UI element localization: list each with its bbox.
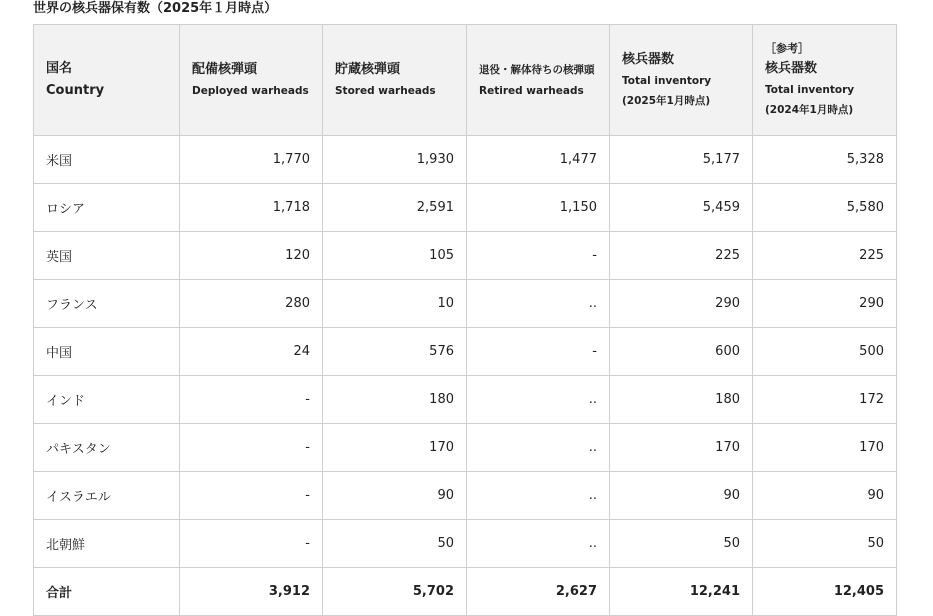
cell-country: パキスタン <box>34 424 180 472</box>
cell-deployed: - <box>180 472 323 520</box>
header-country <box>34 25 180 136</box>
cell-stored: 105 <box>323 232 467 280</box>
header-stored-ja: 貯蔵核弾頭 <box>335 62 401 77</box>
cell-total-2024: 290 <box>753 280 897 328</box>
header-total-2024-date: (2024年1月時点) <box>765 104 854 116</box>
cell-deployed: 1,770 <box>180 136 323 184</box>
cell-stored: 170 <box>323 424 467 472</box>
table-row <box>34 472 897 520</box>
nuclear-inventory-table <box>33 24 897 616</box>
cell-total-2025: 290 <box>610 280 753 328</box>
cell-deployed: 1,718 <box>180 184 323 232</box>
cell-deployed: - <box>180 520 323 568</box>
header-retired-en: Retired warheads <box>479 85 584 97</box>
cell-total-2025: 90 <box>610 472 753 520</box>
cell-deployed: - <box>180 424 323 472</box>
cell-stored: 90 <box>323 472 467 520</box>
table-row <box>34 520 897 568</box>
cell-country: フランス <box>34 280 180 328</box>
cell-stored: 1,930 <box>323 136 467 184</box>
cell-retired: .. <box>467 520 610 568</box>
cell-retired: - <box>467 328 610 376</box>
table-row <box>34 424 897 472</box>
header-retired <box>467 25 610 136</box>
cell-total-2024: 170 <box>753 424 897 472</box>
cell-deployed: 24 <box>180 328 323 376</box>
cell-total-total-2024: 12,405 <box>753 568 897 616</box>
cell-retired: .. <box>467 424 610 472</box>
header-total-2024-note: ［参考］ <box>765 42 809 55</box>
header-row <box>34 25 897 136</box>
header-total-2024-en: Total inventory <box>765 84 855 96</box>
cell-total-2024: 5,328 <box>753 136 897 184</box>
cell-total-2025: 50 <box>610 520 753 568</box>
header-stored-en: Stored warheads <box>335 85 436 97</box>
cell-deployed: - <box>180 376 323 424</box>
header-country-en: Country <box>46 83 105 98</box>
cell-total-retired: 2,627 <box>467 568 610 616</box>
cell-retired: .. <box>467 472 610 520</box>
cell-country: 英国 <box>34 232 180 280</box>
table-row <box>34 184 897 232</box>
header-total-2025 <box>610 25 753 136</box>
cell-stored: 10 <box>323 280 467 328</box>
cell-stored: 180 <box>323 376 467 424</box>
header-total-2025-ja: 核兵器数 <box>622 52 675 67</box>
cell-retired: 1,150 <box>467 184 610 232</box>
table-caption: 世界の核兵器保有数（2025年１月時点） <box>33 1 278 16</box>
cell-retired: .. <box>467 376 610 424</box>
header-deployed-en: Deployed warheads <box>192 85 309 97</box>
cell-total-deployed: 3,912 <box>180 568 323 616</box>
cell-country: ロシア <box>34 184 180 232</box>
cell-total-2025: 170 <box>610 424 753 472</box>
header-deployed-ja: 配備核弾頭 <box>192 62 258 77</box>
header-total-2025-en: Total inventory <box>622 75 712 87</box>
header-total-2024-ja: 核兵器数 <box>765 61 818 76</box>
cell-total-label: 合計 <box>34 568 180 616</box>
cell-country: 中国 <box>34 328 180 376</box>
cell-total-2025: 225 <box>610 232 753 280</box>
cell-retired: .. <box>467 280 610 328</box>
cell-total-2025: 5,177 <box>610 136 753 184</box>
cell-total-stored: 5,702 <box>323 568 467 616</box>
cell-stored: 50 <box>323 520 467 568</box>
table-row <box>34 376 897 424</box>
cell-country: 米国 <box>34 136 180 184</box>
cell-total-2025: 180 <box>610 376 753 424</box>
cell-total-2024: 500 <box>753 328 897 376</box>
total-row <box>34 568 897 616</box>
header-total-2024 <box>753 25 897 136</box>
cell-total-2024: 5,580 <box>753 184 897 232</box>
cell-stored: 576 <box>323 328 467 376</box>
cell-total-2025: 600 <box>610 328 753 376</box>
header-country-ja: 国名 <box>46 61 73 76</box>
cell-deployed: 120 <box>180 232 323 280</box>
table-row <box>34 328 897 376</box>
cell-total-2024: 90 <box>753 472 897 520</box>
table-row <box>34 136 897 184</box>
cell-total-total-2025: 12,241 <box>610 568 753 616</box>
cell-stored: 2,591 <box>323 184 467 232</box>
cell-country: インド <box>34 376 180 424</box>
header-stored <box>323 25 467 136</box>
cell-retired: 1,477 <box>467 136 610 184</box>
table-row <box>34 280 897 328</box>
cell-total-2024: 225 <box>753 232 897 280</box>
cell-total-2024: 50 <box>753 520 897 568</box>
header-retired-ja: 退役・解体待ちの核弾頭 <box>479 64 595 76</box>
cell-total-2024: 172 <box>753 376 897 424</box>
header-total-2025-date: (2025年1月時点) <box>622 95 711 107</box>
cell-retired: - <box>467 232 610 280</box>
header-deployed <box>180 25 323 136</box>
cell-country: 北朝鮮 <box>34 520 180 568</box>
table-row <box>34 232 897 280</box>
cell-deployed: 280 <box>180 280 323 328</box>
cell-country: イスラエル <box>34 472 180 520</box>
cell-total-2025: 5,459 <box>610 184 753 232</box>
